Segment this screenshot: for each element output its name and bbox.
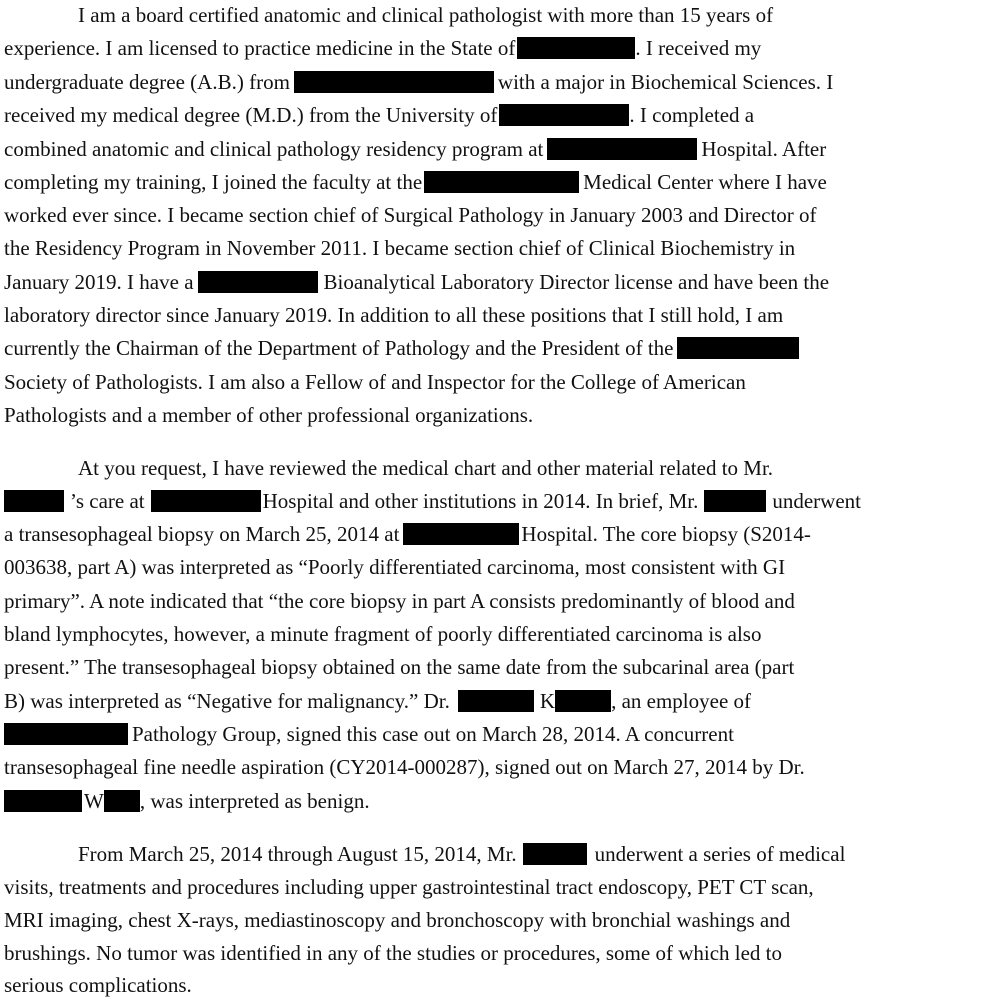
redaction-bar — [4, 790, 82, 812]
redaction-bar — [4, 490, 64, 512]
text-line: At you request, I have reviewed the medical chart and other material related to Mr. — [78, 456, 774, 480]
text-line: brushings. No tumor was identified in any of the studies or procedures, some of which led to — [4, 941, 783, 965]
text-line: MRI imaging, chest X-rays, mediastinoscopy and bronchoscopy with bronchial washings and — [4, 908, 791, 932]
text-line: Pathology Group, signed this case out on March 28, 2014. A concurrent — [4, 721, 734, 747]
text-line: a transesophageal biopsy on March 25, 2014 at Hospital. The core biopsy (S2014- — [4, 522, 811, 546]
redaction-bar — [555, 690, 611, 712]
redaction-bar — [517, 37, 635, 59]
text-line: transesophageal fine needle aspiration (CY2014-000287), signed out on March 27, 2014 by Dr. — [4, 755, 805, 779]
redaction-bar — [499, 104, 629, 126]
text-line: bland lymphocytes, however, a minute fragment of poorly differentiated carcinoma is also — [4, 622, 762, 646]
text-line: From March 25, 2014 through August 15, 2014, Mr. underwent a series of medical — [78, 842, 846, 866]
text-line: primary”. A note indicated that “the core biopsy in part A consists predominantly of blood and — [4, 589, 795, 613]
text-line: worked ever since. I became section chief of Surgical Pathology in January 2003 and Director of — [4, 203, 817, 227]
text-line: undergraduate degree (A.B.) from with a major in Biochemical Sciences. I — [4, 70, 834, 94]
text-line: received my medical degree (M.D.) from the University of . I completed a — [4, 103, 755, 127]
redaction-bar — [704, 490, 766, 512]
text-line: ’s care at Hospital and other institutions in 2014. In brief, Mr. underwent — [4, 488, 861, 514]
text-line: January 2019. I have a Bioanalytical Laboratory Director license and have been the — [4, 270, 830, 294]
text-line: combined anatomic and clinical pathology residency program at Hospital. After — [4, 137, 827, 161]
redaction-bar — [294, 71, 494, 93]
redaction-bar — [458, 690, 534, 712]
redaction-bar — [547, 138, 697, 160]
text-line: serious complications. — [4, 973, 192, 997]
text-line: 003638, part A) was interpreted as “Poorly differentiated carcinoma, most consistent with GI — [4, 555, 786, 579]
redaction-bar — [523, 843, 587, 865]
redaction-bar — [403, 523, 519, 545]
redaction-bar — [151, 490, 261, 512]
text-line: B) was interpreted as “Negative for malignancy.” Dr. K , an employee of — [4, 689, 752, 713]
text-line: Pathologists and a member of other professional organizations. — [4, 403, 534, 427]
text-line: the Residency Program in November 2011. I became section chief of Clinical Biochemistry in — [4, 236, 796, 260]
text-line: currently the Chairman of the Department of Pathology and the President of the — [4, 335, 799, 361]
redaction-bar — [198, 271, 318, 293]
text-line: visits, treatments and procedures including upper gastrointestinal tract endoscopy, PET CT scan, — [4, 875, 814, 899]
text-line: experience. I am licensed to practice medicine in the State of . I received my — [4, 36, 762, 60]
redaction-bar — [104, 790, 140, 812]
text-line: present.” The transesophageal biopsy obtained on the same date from the subcarinal area (part — [4, 655, 795, 679]
text-line: I am a board certified anatomic and clinical pathologist with more than 15 years of — [78, 3, 774, 27]
text-line: completing my training, I joined the faculty at the Medical Center where I have — [4, 170, 827, 194]
text-line: W , was interpreted as benign. — [4, 788, 370, 814]
text-line: Society of Pathologists. I am also a Fellow of and Inspector for the College of American — [4, 370, 746, 394]
redaction-bar — [677, 337, 799, 359]
text-line: laboratory director since January 2019. In addition to all these positions that I still hold, I am — [4, 303, 784, 327]
redaction-bar — [424, 171, 579, 193]
redaction-bar — [4, 723, 128, 745]
